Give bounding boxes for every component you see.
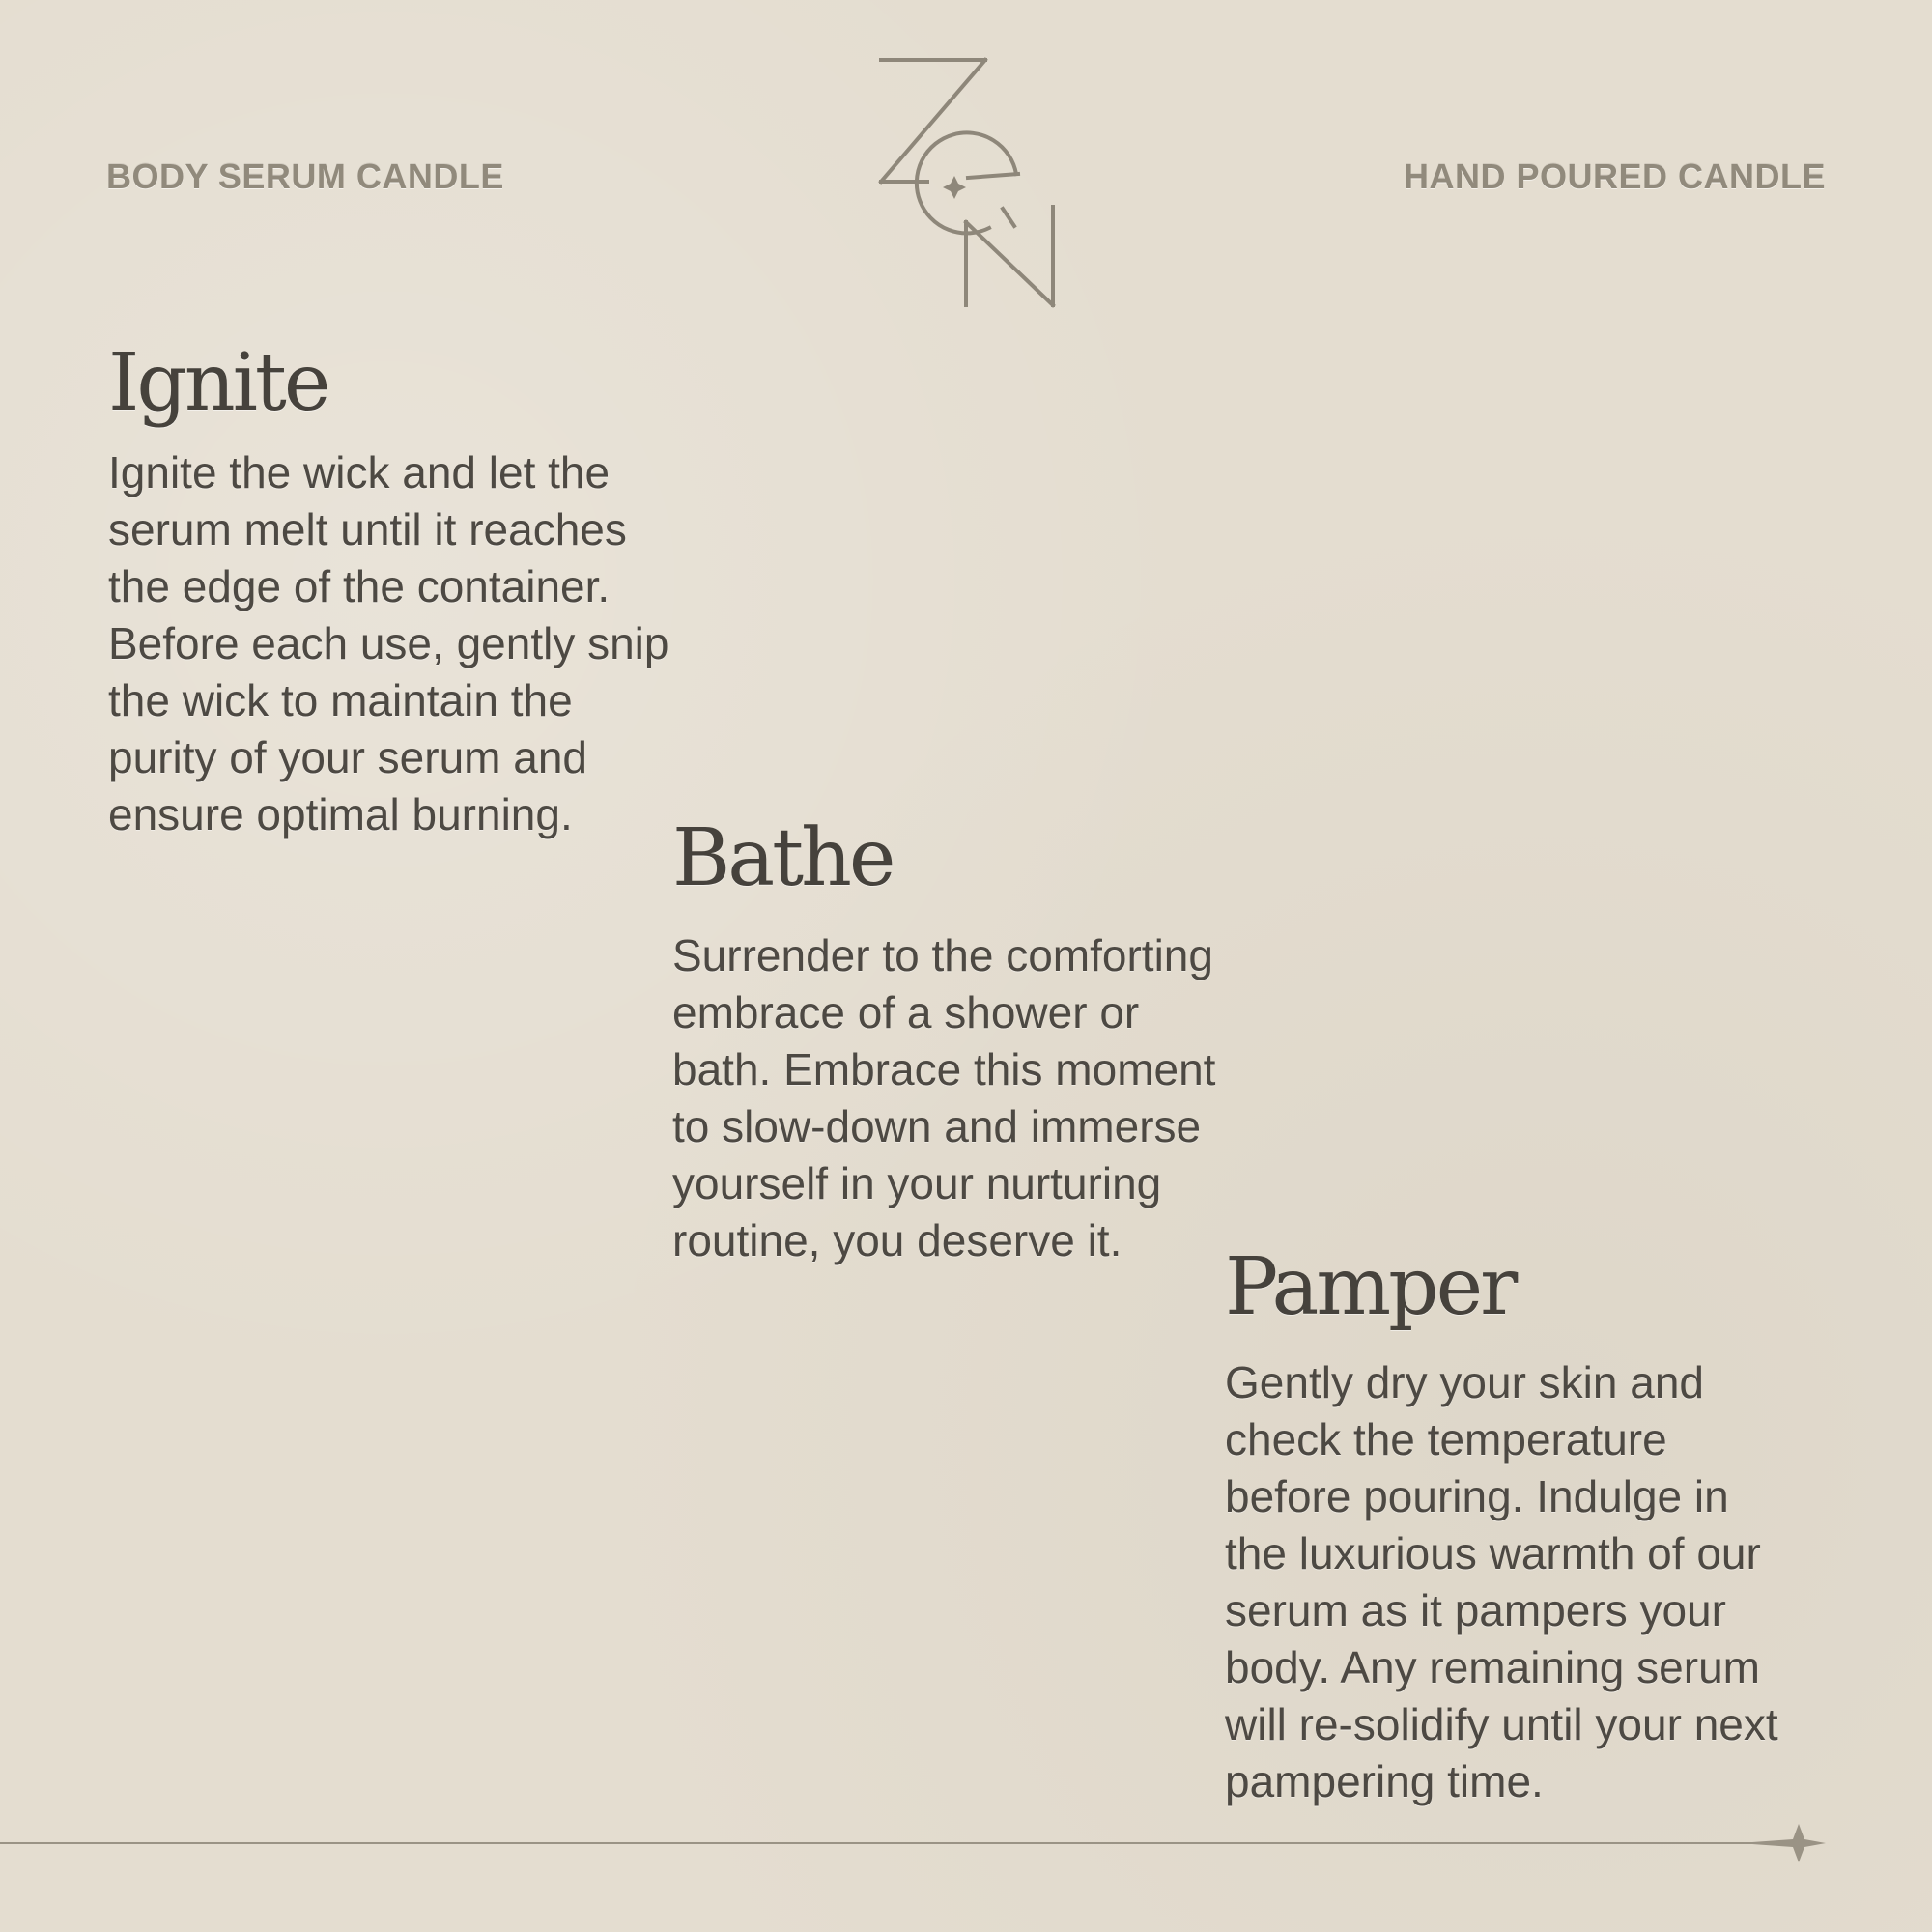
sparkle-icon: [943, 176, 966, 199]
product-type-label: BODY SERUM CANDLE: [106, 156, 504, 196]
step-pamper: [1225, 1241, 1862, 1810]
step-text-bathe: Surrender to the comforting embrace of a shower or bath. Embrace this moment to slow-down and immerse yourself in your nurturing routine, you deserve it.: [672, 930, 1216, 1265]
step-title-bathe: Bathe: [672, 812, 894, 904]
step-title-pamper: Pamper: [1225, 1241, 1516, 1333]
zen-monogram-logo: [877, 56, 1057, 309]
step-ignite: [108, 337, 726, 843]
sparkle-star-icon: [1739, 1824, 1826, 1862]
footer-divider: [0, 1816, 1932, 1874]
step-text-ignite: Ignite the wick and let the serum melt until it reaches the edge of the container. Before each use, gently snip the wick to maintain the purity of your serum and ensure optimal burning.: [108, 447, 669, 839]
step-title-ignite: Ignite: [108, 337, 328, 429]
step-bathe: [672, 812, 1291, 1269]
step-text-pamper: Gently dry your skin and check the temperature before pouring. Indulge in the luxurious warmth of our serum as it pampers your body. Any remaining serum will re-solidify until your next pampering time.: [1225, 1357, 1778, 1806]
hand-poured-label: HAND POURED CANDLE: [1403, 156, 1826, 196]
